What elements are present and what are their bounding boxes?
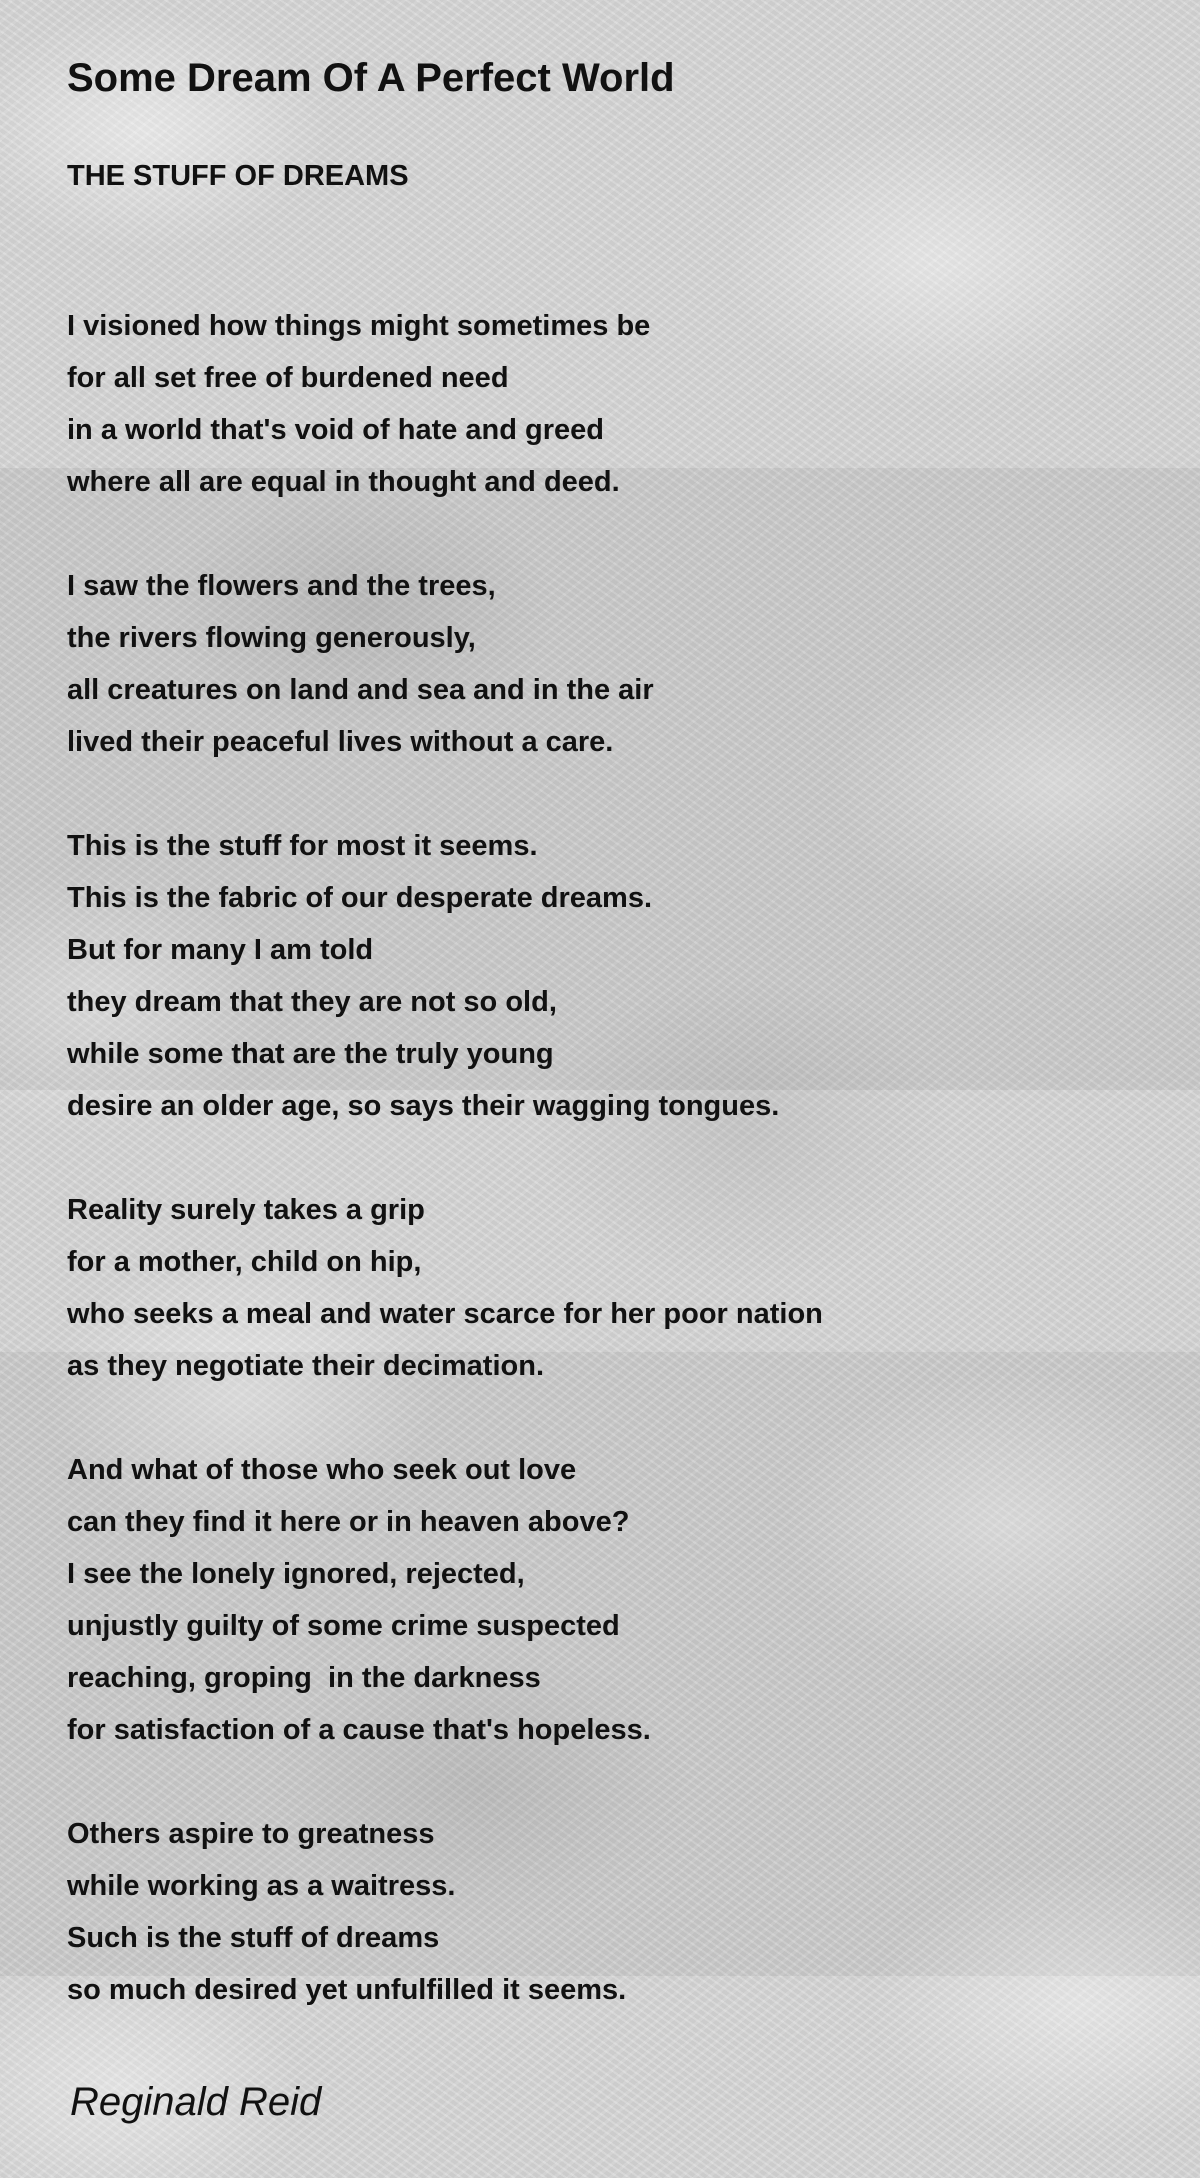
poem-line: This is the fabric of our desperate dreams. — [67, 882, 652, 914]
poem-line: the rivers flowing generously, — [67, 622, 476, 654]
poem-line: I saw the flowers and the trees, — [67, 570, 496, 602]
poem-title: Some Dream Of A Perfect World — [67, 56, 675, 100]
poem-line: who seeks a meal and water scarce for her poor nation — [67, 1298, 823, 1330]
poem-line: lived their peaceful lives without a care. — [67, 726, 614, 758]
poem-line: Such is the stuff of dreams — [67, 1922, 440, 1954]
poem-line: reaching, groping in the darkness — [67, 1662, 541, 1694]
poem-line: This is the stuff for most it seems. — [67, 830, 538, 862]
poem-line: in a world that's void of hate and greed — [67, 414, 605, 446]
poem-line: all creatures on land and sea and in the air — [67, 674, 654, 706]
poem-line: And what of those who seek out love — [67, 1454, 577, 1486]
poem-heading: THE STUFF OF DREAMS — [67, 160, 409, 192]
poem-stanzas — [67, 300, 1167, 2068]
poem-line: can they find it here or in heaven above? — [67, 1506, 630, 1538]
stanza-6 — [67, 1808, 1167, 2016]
poem-line: they dream that they are not so old, — [67, 986, 557, 1018]
poem-line: I see the lonely ignored, rejected, — [67, 1558, 525, 1590]
poem-line: for satisfaction of a cause that's hopeless. — [67, 1714, 651, 1746]
poem-line: I visioned how things might sometimes be — [67, 310, 651, 342]
poem-line: But for many I am told — [67, 934, 374, 966]
stanza-2 — [67, 560, 1167, 768]
poem-line: so much desired yet unfulfilled it seems. — [67, 1974, 627, 2006]
poem-line: Reality surely takes a grip — [67, 1194, 425, 1226]
poem-line: while some that are the truly young — [67, 1038, 554, 1070]
poem-author: Reginald Reid — [70, 2080, 322, 2124]
poem-line: unjustly guilty of some crime suspected — [67, 1610, 620, 1642]
poem-line: Others aspire to greatness — [67, 1818, 435, 1850]
stanza-5 — [67, 1444, 1167, 1756]
poem-line: desire an older age, so says their wagging tongues. — [67, 1090, 780, 1122]
poem-line: while working as a waitress. — [67, 1870, 456, 1902]
poem-line: where all are equal in thought and deed. — [67, 466, 620, 498]
poem-line: for a mother, child on hip, — [67, 1246, 422, 1278]
poem-line: as they negotiate their decimation. — [67, 1350, 544, 1382]
poem-content — [67, 48, 1167, 2006]
stanza-3 — [67, 820, 1167, 1132]
stanza-4 — [67, 1184, 1167, 1392]
poem-line: for all set free of burdened need — [67, 362, 509, 394]
stanza-1 — [67, 300, 1167, 508]
